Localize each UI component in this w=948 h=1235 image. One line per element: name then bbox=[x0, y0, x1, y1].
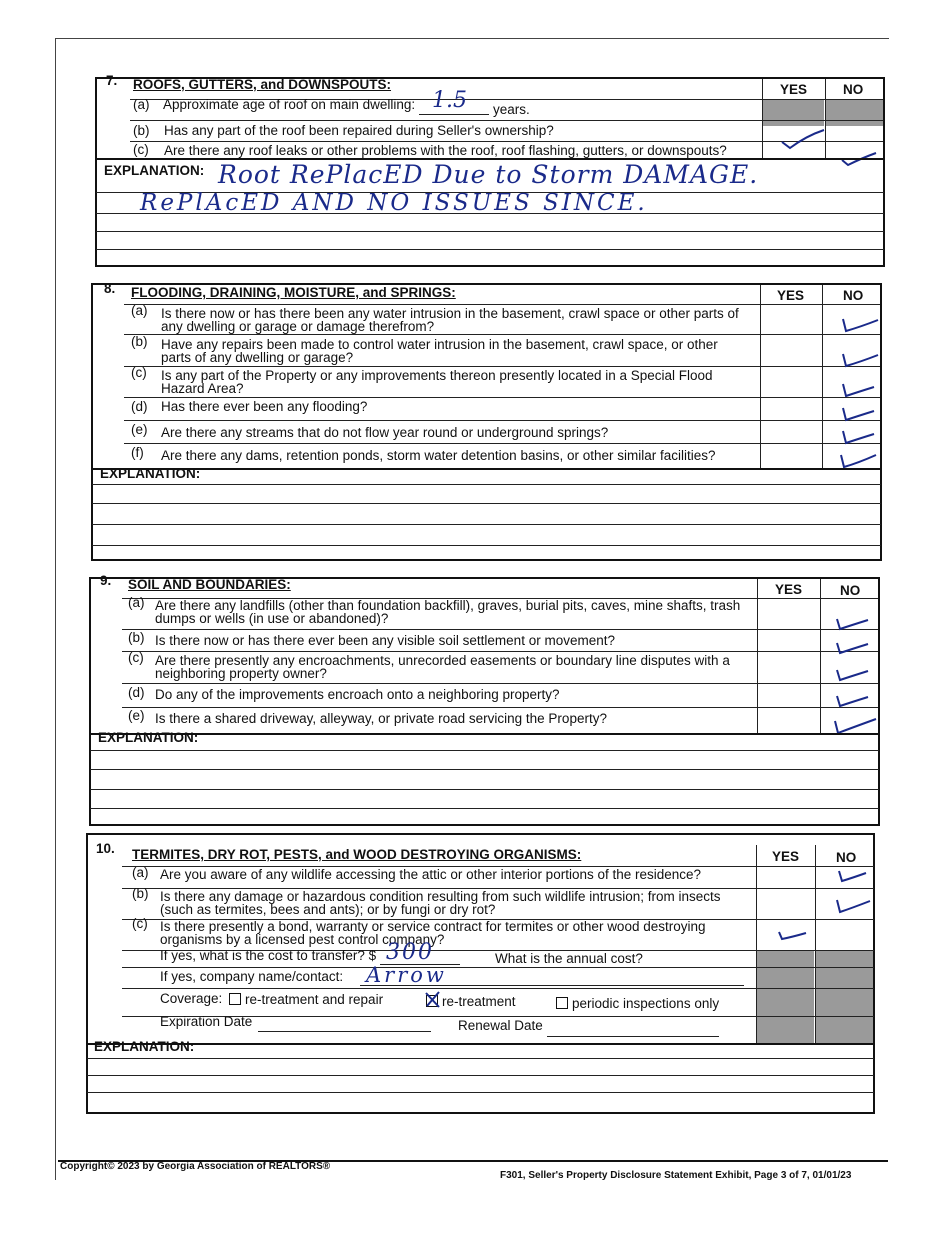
transfer-cost-value: 300 bbox=[386, 940, 434, 965]
checkmark-icon bbox=[834, 638, 874, 658]
roof-leaks-question: Are there any roof leaks or other problems with the roof, roof flashing, gutters, or downspouts? bbox=[164, 143, 727, 158]
question-text: Is there now or has there ever been any visible soil settlement or movement? bbox=[155, 633, 615, 648]
checkmark-icon bbox=[840, 315, 882, 335]
coverage-label: Coverage: bbox=[160, 991, 223, 1006]
checkmark-icon bbox=[836, 867, 872, 885]
checkmark-icon bbox=[840, 427, 880, 447]
checkbox-unchecked[interactable] bbox=[556, 997, 568, 1009]
item-label: (a) bbox=[132, 865, 149, 880]
question-text: Has there ever been any flooding? bbox=[161, 399, 368, 414]
item-label: (b) bbox=[133, 123, 150, 138]
no-column-divider bbox=[820, 579, 821, 734]
expiration-date-underline bbox=[258, 1031, 431, 1032]
row-line bbox=[130, 120, 883, 121]
item-label: (c) bbox=[128, 650, 144, 665]
checkmark-icon bbox=[776, 926, 812, 944]
question-text: Is there presently a bond, warranty or service contract for termites or other wood destroying organisms by a licensed pest control company? bbox=[160, 919, 706, 947]
explanation-line bbox=[87, 1092, 874, 1093]
yes-header: YES bbox=[775, 582, 803, 597]
row-line bbox=[124, 366, 880, 367]
checkmark-icon bbox=[780, 128, 826, 154]
explanation-line bbox=[87, 1058, 874, 1059]
coverage-option-periodic[interactable] bbox=[556, 997, 719, 1011]
explanation-line bbox=[87, 1099, 874, 1100]
row-line bbox=[122, 988, 874, 989]
row-line bbox=[122, 967, 874, 968]
question-text: Is there any damage or hazardous condition resulting from such wildlife intrusion; from insects (such as termites, bees and ants); or by fungi or dry rot? bbox=[160, 889, 721, 917]
question-text: Is any part of the Property or any improvements thereon presently located in a Special Flood Hazard Area? bbox=[161, 368, 713, 396]
checkmark-icon bbox=[840, 404, 880, 424]
item-label: (f) bbox=[131, 445, 144, 460]
item-label: (d) bbox=[131, 399, 148, 414]
question-text: Is there now or has there been any water intrusion in the basement, crawl space or other parts of any dwelling or garage or damage therefrom? bbox=[161, 306, 739, 334]
explanation-line bbox=[92, 484, 881, 485]
x-mark-icon bbox=[425, 991, 441, 1009]
question-text: Is there a shared driveway, alleyway, or private road servicing the Property? bbox=[155, 711, 607, 726]
yes-header: YES bbox=[772, 849, 800, 864]
roof-age-underline bbox=[419, 114, 489, 115]
roof-repaired-question: Has any part of the roof been repaired during Seller's ownership? bbox=[164, 123, 554, 138]
checkmark-icon bbox=[840, 150, 880, 170]
checkmark-icon bbox=[840, 350, 882, 370]
explanation-label: EXPLANATION: bbox=[94, 1039, 195, 1054]
roof-age-unit: years. bbox=[493, 102, 530, 117]
checkmark-icon bbox=[834, 896, 874, 916]
explanation-line bbox=[96, 249, 884, 250]
explanation-line bbox=[92, 545, 881, 546]
renewal-date-underline bbox=[547, 1036, 719, 1037]
section-title: TERMITES, DRY ROT, PESTS, and WOOD DESTROYING ORGANISMS: bbox=[132, 847, 582, 862]
item-label: (a) bbox=[128, 595, 145, 610]
explanation-label: EXPLANATION: bbox=[104, 163, 205, 178]
shaded-cell bbox=[816, 951, 873, 1045]
transfer-cost-label: If yes, what is the cost to transfer? $ bbox=[160, 948, 377, 963]
explanation-label: EXPLANATION: bbox=[98, 730, 199, 745]
explanation-top-line bbox=[92, 468, 881, 470]
no-header: NO bbox=[836, 850, 857, 865]
explanation-line bbox=[87, 1075, 874, 1076]
explanation-handwriting: RePlAcED AND NO ISSUES SINCE. bbox=[140, 190, 648, 216]
item-label: (c) bbox=[131, 365, 147, 380]
row-line bbox=[124, 397, 880, 398]
row-line bbox=[122, 651, 878, 652]
question-text: Are there any streams that do not flow year round or underground springs? bbox=[161, 425, 609, 440]
checkmark-icon bbox=[834, 614, 874, 634]
company-label: If yes, company name/contact: bbox=[160, 969, 344, 984]
section-title: ROOFS, GUTTERS, and DOWNSPOUTS: bbox=[133, 77, 392, 92]
copyright-text: Copyright© 2023 by Georgia Association of REALTORS® bbox=[60, 1161, 331, 1172]
yes-column-divider bbox=[757, 579, 758, 734]
question-text: Are there any dams, retention ponds, storm water detention basins, or other similar facilities? bbox=[161, 448, 716, 463]
explanation-line bbox=[90, 750, 879, 751]
shaded-cell bbox=[763, 99, 824, 126]
roof-age-question: Approximate age of roof on main dwelling: bbox=[163, 97, 416, 112]
item-label: (e) bbox=[131, 422, 148, 437]
explanation-top-line bbox=[87, 1043, 874, 1045]
item-label: (b) bbox=[132, 886, 149, 901]
no-header: NO bbox=[843, 82, 864, 97]
coverage-option-label: re-treatment bbox=[442, 994, 516, 1009]
row-line bbox=[122, 683, 878, 684]
explanation-line bbox=[90, 769, 879, 770]
row-line bbox=[130, 141, 883, 142]
item-label: (a) bbox=[131, 303, 148, 318]
item-label: (c) bbox=[133, 142, 149, 157]
section-title: SOIL AND BOUNDARIES: bbox=[128, 577, 291, 592]
checkmark-icon bbox=[834, 691, 874, 711]
checkmark-icon bbox=[840, 380, 880, 400]
renewal-date-label: Renewal Date bbox=[458, 1018, 543, 1033]
explanation-line bbox=[90, 808, 879, 809]
item-label: (d) bbox=[128, 685, 145, 700]
annual-cost-underline bbox=[650, 967, 745, 968]
explanation-line bbox=[90, 789, 879, 790]
checkbox-unchecked[interactable] bbox=[229, 993, 241, 1005]
company-underline bbox=[360, 985, 744, 986]
item-label: (b) bbox=[131, 334, 148, 349]
section-number: 8. bbox=[104, 281, 116, 296]
question-text: Are there any landfills (other than foundation backfill), graves, burial pits, caves, mine shafts, trash dumps or wells (in use or abandoned)? bbox=[155, 598, 741, 626]
no-header: NO bbox=[843, 288, 864, 303]
section-title: FLOODING, DRAINING, MOISTURE, and SPRINGS: bbox=[131, 285, 456, 300]
row-line bbox=[122, 707, 878, 708]
row-line bbox=[124, 420, 880, 421]
coverage-option-retreatment[interactable] bbox=[426, 995, 516, 1009]
explanation-top-line bbox=[90, 733, 879, 735]
explanation-handwriting: Root RePlacED Due to Storm DAMAGE. bbox=[218, 160, 759, 189]
item-label: (b) bbox=[128, 630, 145, 645]
no-header: NO bbox=[840, 583, 861, 598]
row-line bbox=[124, 304, 880, 305]
yes-header: YES bbox=[777, 288, 805, 303]
roof-age-value: 1.5 bbox=[432, 88, 467, 113]
question-text: Are you aware of any wildlife accessing the attic or other interior portions of the residence? bbox=[160, 867, 702, 882]
question-text: Have any repairs been made to control water intrusion in the basement, crawl space, or other parts of any dwelling or garage? bbox=[161, 337, 718, 365]
row-line bbox=[124, 334, 880, 335]
explanation-line bbox=[96, 231, 884, 232]
explanation-label: EXPLANATION: bbox=[100, 466, 201, 481]
yes-header: YES bbox=[780, 82, 808, 97]
coverage-option-retreatment-repair[interactable] bbox=[229, 993, 383, 1007]
item-label: (c) bbox=[132, 916, 148, 931]
row-line bbox=[124, 443, 880, 444]
question-text: Do any of the improvements encroach onto a neighboring property? bbox=[155, 687, 560, 702]
company-value: Arrow bbox=[366, 963, 447, 987]
checkbox-checked[interactable] bbox=[426, 995, 438, 1007]
checkmark-icon bbox=[834, 665, 874, 685]
coverage-option-label: re-treatment and repair bbox=[245, 992, 384, 1007]
item-label: (a) bbox=[133, 97, 150, 112]
form-identifier: F301, Seller's Property Disclosure Statement Exhibit, Page 3 of 7, 01/01/23 bbox=[500, 1170, 852, 1181]
section-number: 7. bbox=[106, 73, 118, 88]
annual-cost-label: What is the annual cost? bbox=[495, 951, 643, 966]
item-label: (e) bbox=[128, 708, 145, 723]
shaded-cell bbox=[757, 951, 814, 1045]
section-number: 9. bbox=[100, 573, 112, 588]
question-text: Are there presently any encroachments, unrecorded easements or boundary line disputes with a neighboring property owner? bbox=[155, 653, 730, 681]
explanation-line bbox=[92, 524, 881, 525]
row-line bbox=[122, 629, 878, 630]
expiration-date-label: Expiration Date bbox=[160, 1014, 253, 1029]
coverage-option-label: periodic inspections only bbox=[572, 996, 720, 1011]
section-number: 10. bbox=[96, 841, 115, 856]
explanation-line bbox=[92, 503, 881, 504]
shaded-cell bbox=[826, 99, 883, 126]
